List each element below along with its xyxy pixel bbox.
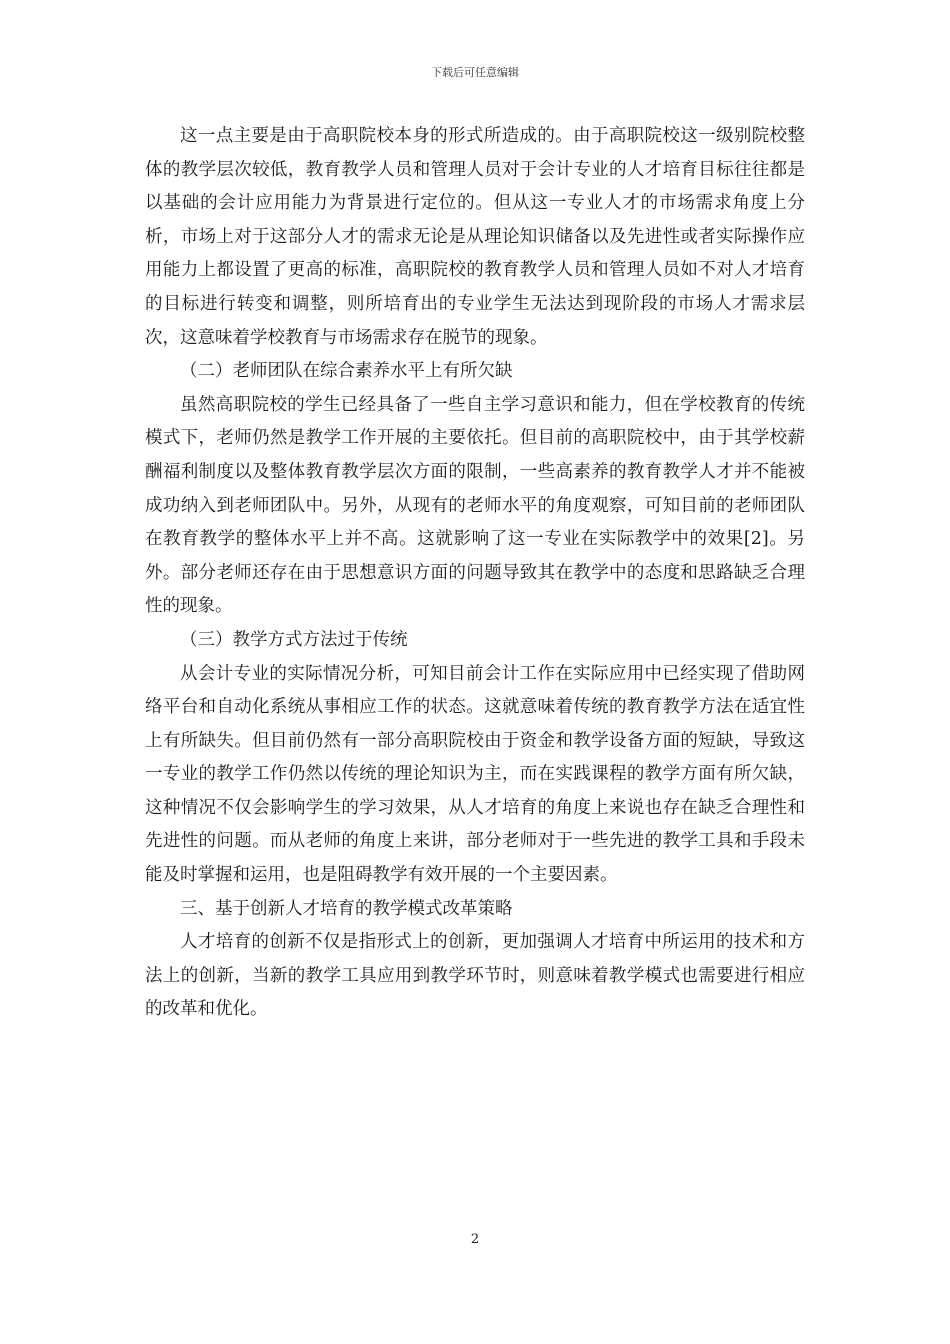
section-heading: （二）老师团队在综合素养水平上有所欠缺 bbox=[180, 361, 513, 382]
document-body bbox=[145, 120, 805, 1027]
page-header: 下载后可任意编辑 bbox=[431, 66, 519, 79]
section-heading: 三、基于创新人才培育的教学模式改革策略 bbox=[180, 898, 513, 919]
section-heading: （三）教学方式方法过于传统 bbox=[180, 629, 408, 650]
body-paragraph: 人才培育的创新不仅是指形式上的创新，更加强调人才培育中所运用的技术和方法上的创新，当新的教学工具应用到教学环节时，则意味着教学模式也需要进行相应的改革和优化。 bbox=[145, 932, 805, 1020]
body-paragraph: 这一点主要是由于高职院校本身的形式所造成的。由于高职院校这一级别院校整体的教学层次较低，教育教学人员和管理人员对于会计专业的人才培育目标往往都是以基础的会计应用能力为背景进行定位的。但从这一专业人才的市场需求角度上分析，市场上对于这部分人才的需求无论是从理论知识储备以及先进性或者实际操作应用能力上都设置了更高的标准，高职院校的教育教学人员和管理人员如不对人才培育的目标进行转变和调整，则所培育出的专业学生无法达到现阶段的市场人才需求层次，这意味着学校教育与市场需求存在脱节的现象。 bbox=[145, 126, 805, 348]
body-paragraph: 虽然高职院校的学生已经具备了一些自主学习意识和能力，但在学校教育的传统模式下，老师仍然是教学工作开展的主要依托。但目前的高职院校中，由于其学校薪酬福利制度以及整体教育教学层次方面的限制，一些高素养的教育教学人才并不能被成功纳入到老师团队中。另外，从现有的老师水平的角度观察，可知目前的老师团队在教育教学的整体水平上并不高。这就影响了这一专业在实际教学中的效果[2]。另外。部分老师还存在由于思想意识方面的问题导致其在教学中的态度和思路缺乏合理性的现象。 bbox=[145, 394, 805, 617]
body-paragraph: 从会计专业的实际情况分析，可知目前会计工作在实际应用中已经实现了借助网络平台和自动化系统从事相应工作的状态。这就意味着传统的教育教学方法在适宜性上有所缺失。但目前仍然有一部分高职院校由于资金和教学设备方面的短缺，导致这一专业的教学工作仍然以传统的理论知识为主，而在实践课程的教学方面有所欠缺，这种情况不仅会影响学生的学习效果，从人才培育的角度上来说也存在缺乏合理性和先进性的问题。而从老师的角度上来讲，部分老师对于一些先进的教学工具和手段未能及时掌握和运用，也是阻碍教学有效开展的一个主要因素。 bbox=[145, 663, 805, 886]
page-number: 2 bbox=[470, 1232, 480, 1247]
